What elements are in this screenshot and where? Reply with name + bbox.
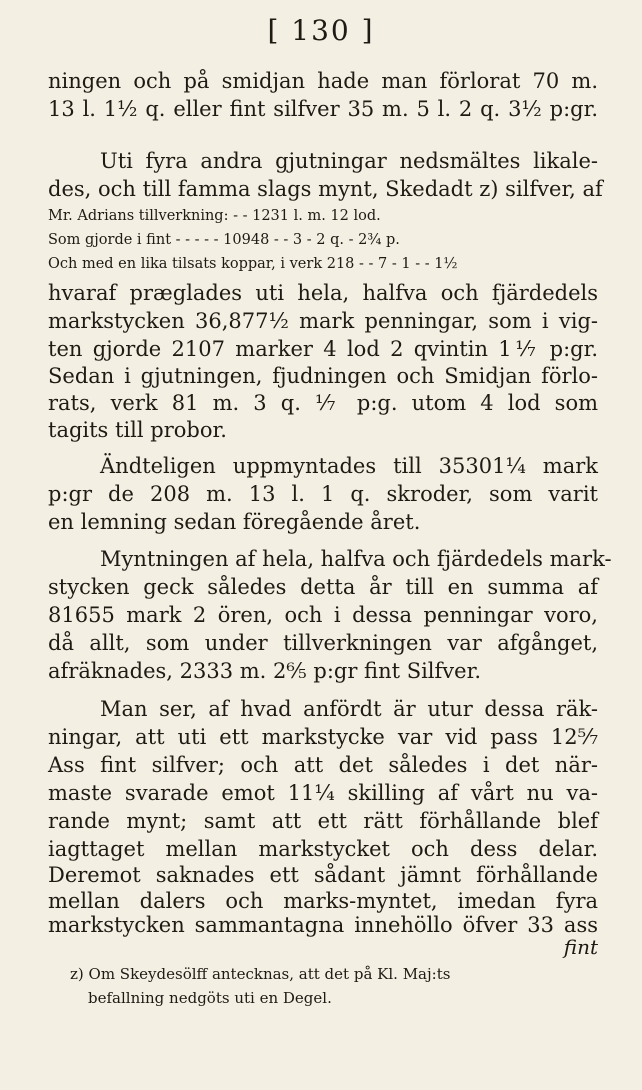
- text-line: hvaraf præglades uti hela, halfva och fjärdedels: [48, 281, 598, 305]
- text-line: p:gr de 208 m. 13 l. 1 q. skroder, som varit: [48, 482, 598, 506]
- text-line: des, och till famma slags mynt, Skedadt z) silfver, af: [48, 177, 603, 201]
- text-line: stycken geck således detta år till en summa af: [48, 575, 598, 599]
- table-line: Mr. Adrians tillverkning: - - 1231 l. m. 12 lod.: [48, 208, 381, 224]
- footnote-line: befallning nedgöts uti en Degel.: [88, 989, 332, 1007]
- text-line: Deremot saknades ett sådant jämnt förhållande: [48, 863, 598, 887]
- text-line: ningar, att uti ett markstycke var vid pass 12⁵⁄₇: [48, 725, 598, 749]
- text-line: maste svarade emot 11¼ skilling af vårt nu va-: [48, 781, 598, 805]
- text-line: Uti fyra andra gjutningar nedsmältes likale-: [100, 149, 598, 173]
- text-line: Ändteligen uppmyntades till 35301¼ mark: [100, 454, 598, 478]
- text-line: tagits till probor.: [48, 418, 227, 442]
- text-line: Myntningen af hela, halfva och fjärdedels mark-: [100, 547, 612, 571]
- table-line: Som gjorde i fint - - - - - 10948 - - 3 - 2 q. - 2¾ p.: [48, 232, 400, 248]
- text-line: en lemning sedan föregående året.: [48, 510, 421, 534]
- text-line: markstycken 36,877½ mark penningar, som i vig-: [48, 309, 598, 333]
- text-line: då allt, som under tillverkningen var afgånget,: [48, 631, 598, 655]
- text-line: iagttaget mellan markstycket och dess delar.: [48, 837, 598, 861]
- text-line: ten gjorde 2107 marker 4 lod 2 qvintin 1⅐ p:gr.: [48, 337, 598, 361]
- text-line: Man ser, af hvad anfördt är utur dessa räk-: [100, 697, 598, 721]
- footnote-line: z) Om Skeydesölff antecknas, att det på Kl. Maj:ts: [70, 965, 451, 983]
- page-number: [ 130 ]: [267, 14, 375, 47]
- text-line: markstycken sammantagna innehöllo öfver 33 ass: [48, 913, 598, 937]
- text-line: mellan dalers och marks-myntet, imedan fyra: [48, 889, 598, 913]
- text-line: afräknades, 2333 m. 2⁶⁄₅ p:gr fint Silfver.: [48, 659, 481, 683]
- text-line: Sedan i gjutningen, fjudningen och Smidjan förlo-: [48, 364, 598, 388]
- table-line: Och med en lika tilsats koppar, i verk 218 - - 7 - 1 - - 1½: [48, 256, 458, 272]
- text-line: 13 l. 1½ q. eller fint silfver 35 m. 5 l. 2 q. 3½ p:gr.: [48, 97, 598, 121]
- text-line: 81655 mark 2 ören, och i dessa penningar voro,: [48, 603, 598, 627]
- text-line: Ass fint silfver; och att det således i det när-: [48, 753, 598, 777]
- catchword: fint: [563, 935, 598, 959]
- text-line: rande mynt; samt att ett rätt förhållande blef: [48, 809, 598, 833]
- text-line: rats, verk 81 m. 3 q. ⅐ p:g. utom 4 lod som: [48, 391, 598, 415]
- text-line: ningen och på smidjan hade man förlorat 70 m.: [48, 69, 598, 93]
